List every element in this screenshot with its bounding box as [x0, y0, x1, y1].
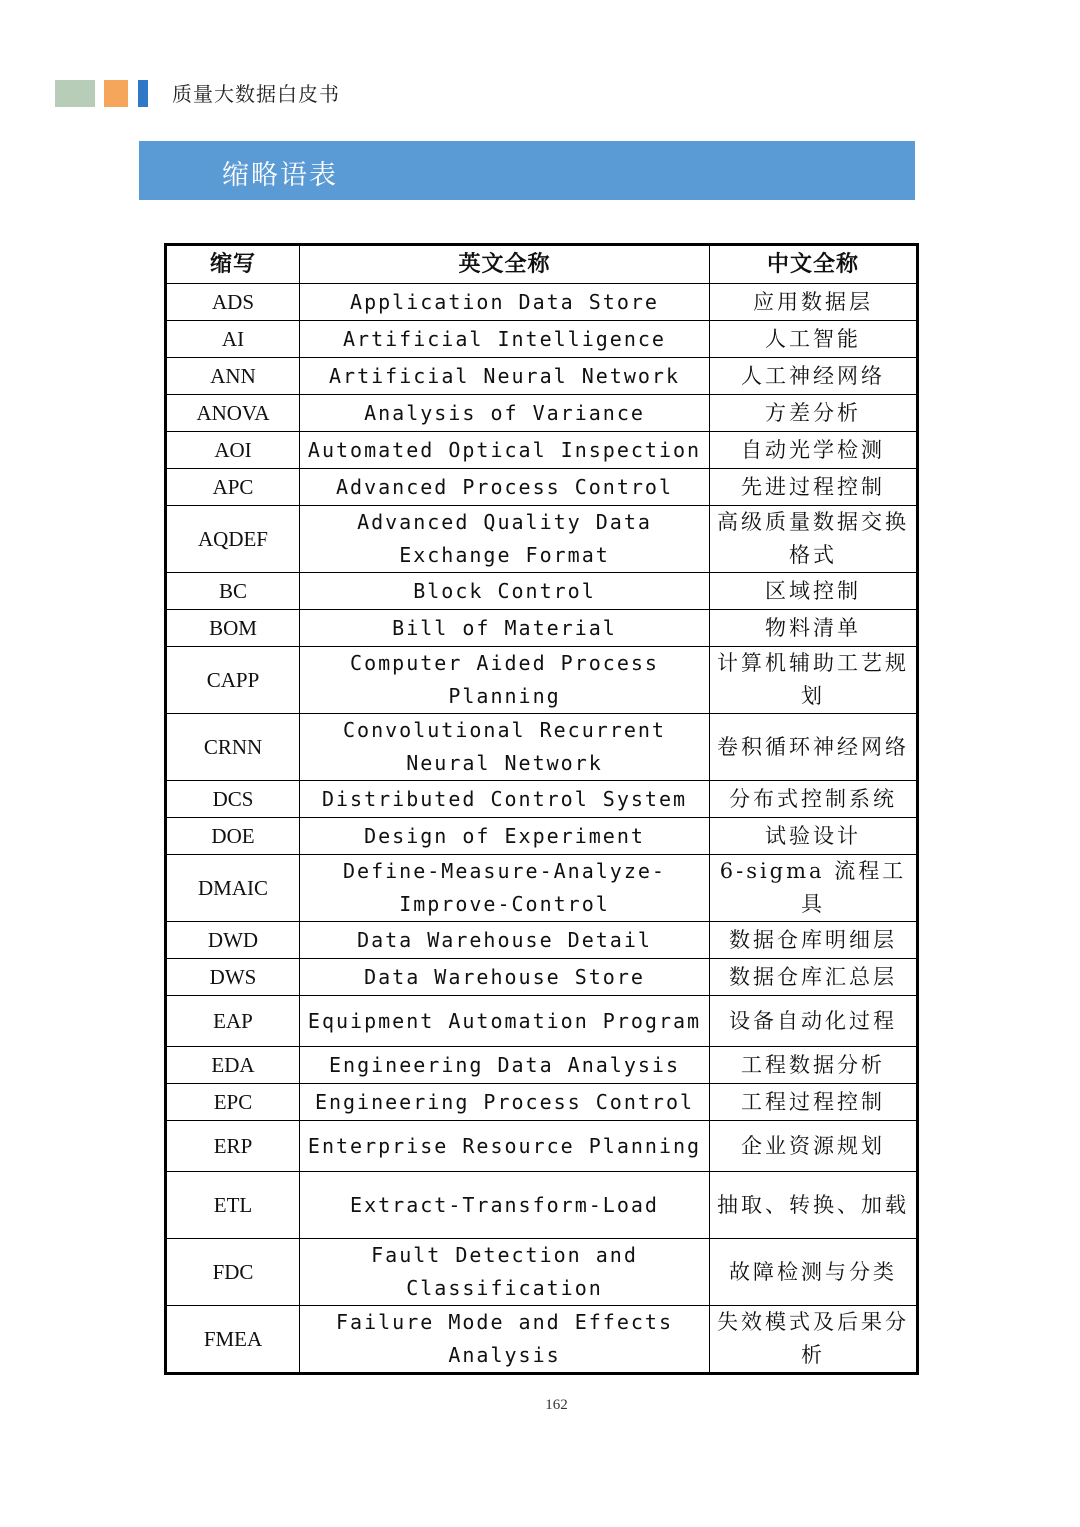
column-header-chinese: 中文全称: [710, 245, 918, 284]
english-name-cell: Data Warehouse Store: [300, 959, 710, 996]
table-row: [166, 855, 918, 922]
abbreviation-cell: ETL: [166, 1172, 300, 1239]
table-row: [166, 781, 918, 818]
english-name-cell: Convolutional Recurrent Neural Network: [300, 714, 710, 781]
english-name-cell: Engineering Data Analysis: [300, 1047, 710, 1084]
chinese-name-cell: 人工神经网络: [710, 358, 918, 395]
table-row: [166, 573, 918, 610]
english-name-cell: Engineering Process Control: [300, 1084, 710, 1121]
table-row: [166, 358, 918, 395]
english-name-cell: Extract-Transform-Load: [300, 1172, 710, 1239]
table-row: [166, 818, 918, 855]
english-name-cell: Advanced Process Control: [300, 469, 710, 506]
table-row: [166, 1172, 918, 1239]
english-name-cell: Analysis of Variance: [300, 395, 710, 432]
chinese-name-cell: 方差分析: [710, 395, 918, 432]
chinese-name-cell: 人工智能: [710, 321, 918, 358]
abbreviation-cell: DWS: [166, 959, 300, 996]
table-row: [166, 647, 918, 714]
english-name-cell: Advanced Quality Data Exchange Format: [300, 506, 710, 573]
header-green-block: [55, 80, 95, 107]
abbreviation-cell: DWD: [166, 922, 300, 959]
abbreviation-cell: ANN: [166, 358, 300, 395]
abbreviation-cell: DOE: [166, 818, 300, 855]
column-header-english: 英文全称: [300, 245, 710, 284]
abbreviation-cell: AOI: [166, 432, 300, 469]
chinese-name-cell: 应用数据层: [710, 284, 918, 321]
chinese-name-cell: 高级质量数据交换格式: [710, 506, 918, 573]
english-name-cell: Data Warehouse Detail: [300, 922, 710, 959]
english-name-cell: Enterprise Resource Planning: [300, 1121, 710, 1172]
section-banner: [139, 141, 915, 200]
english-name-cell: Application Data Store: [300, 284, 710, 321]
abbreviation-cell: ERP: [166, 1121, 300, 1172]
english-name-cell: Define-Measure-Analyze-Improve-Control: [300, 855, 710, 922]
english-name-cell: Block Control: [300, 573, 710, 610]
chinese-name-cell: 抽取、转换、加载: [710, 1172, 918, 1239]
english-name-cell: Failure Mode and Effects Analysis: [300, 1306, 710, 1374]
chinese-name-cell: 失效模式及后果分析: [710, 1306, 918, 1374]
english-name-cell: Computer Aided Process Planning: [300, 647, 710, 714]
chinese-name-cell: 自动光学检测: [710, 432, 918, 469]
chinese-name-cell: 故障检测与分类: [710, 1239, 918, 1306]
chinese-name-cell: 先进过程控制: [710, 469, 918, 506]
abbreviation-cell: BOM: [166, 610, 300, 647]
chinese-name-cell: 分布式控制系统: [710, 781, 918, 818]
abbreviation-cell: ADS: [166, 284, 300, 321]
chinese-name-cell: 数据仓库明细层: [710, 922, 918, 959]
header-orange-block: [104, 80, 128, 107]
abbreviation-cell: FDC: [166, 1239, 300, 1306]
table-row: [166, 922, 918, 959]
section-title: 缩略语表: [222, 160, 338, 191]
chinese-name-cell: 工程数据分析: [710, 1047, 918, 1084]
page-number: 162: [545, 1397, 568, 1413]
header-blue-block: [138, 80, 148, 107]
table-row: [166, 1121, 918, 1172]
chinese-name-cell: 设备自动化过程: [710, 996, 918, 1047]
chinese-name-cell: 试验设计: [710, 818, 918, 855]
abbreviation-cell: CRNN: [166, 714, 300, 781]
abbreviation-cell: AQDEF: [166, 506, 300, 573]
table-header-row: [166, 245, 918, 284]
chinese-name-cell: 企业资源规划: [710, 1121, 918, 1172]
chinese-name-cell: 数据仓库汇总层: [710, 959, 918, 996]
table-row: [166, 432, 918, 469]
chinese-name-cell: 工程过程控制: [710, 1084, 918, 1121]
abbreviation-cell: APC: [166, 469, 300, 506]
table-row: [166, 1306, 918, 1374]
abbreviation-cell: EPC: [166, 1084, 300, 1121]
english-name-cell: Automated Optical Inspection: [300, 432, 710, 469]
abbreviation-cell: FMEA: [166, 1306, 300, 1374]
english-name-cell: Design of Experiment: [300, 818, 710, 855]
english-name-cell: Distributed Control System: [300, 781, 710, 818]
table-row: [166, 506, 918, 573]
english-name-cell: Fault Detection and Classification: [300, 1239, 710, 1306]
english-name-cell: Bill of Material: [300, 610, 710, 647]
english-name-cell: Artificial Intelligence: [300, 321, 710, 358]
table-row: [166, 959, 918, 996]
table-row: [166, 1047, 918, 1084]
table-row: [166, 1084, 918, 1121]
table-row: [166, 395, 918, 432]
document-title: 质量大数据白皮书: [172, 82, 340, 106]
table-row: [166, 714, 918, 781]
english-name-cell: Equipment Automation Program: [300, 996, 710, 1047]
abbreviation-cell: ANOVA: [166, 395, 300, 432]
chinese-name-cell: 物料清单: [710, 610, 918, 647]
chinese-name-cell: 6-sigma 流程工具: [710, 855, 918, 922]
abbreviation-cell: AI: [166, 321, 300, 358]
english-name-cell: Artificial Neural Network: [300, 358, 710, 395]
chinese-name-cell: 区域控制: [710, 573, 918, 610]
table-body: [166, 284, 918, 1374]
table-row: [166, 1239, 918, 1306]
table-row: [166, 469, 918, 506]
abbreviation-cell: EAP: [166, 996, 300, 1047]
table-row: [166, 610, 918, 647]
abbreviation-table: [164, 243, 919, 1375]
chinese-name-cell: 卷积循环神经网络: [710, 714, 918, 781]
abbreviation-cell: DCS: [166, 781, 300, 818]
column-header-abbreviation: 缩写: [166, 245, 300, 284]
abbreviation-cell: BC: [166, 573, 300, 610]
abbreviation-cell: CAPP: [166, 647, 300, 714]
table-row: [166, 996, 918, 1047]
table-row: [166, 321, 918, 358]
chinese-name-cell: 计算机辅助工艺规划: [710, 647, 918, 714]
abbreviation-cell: EDA: [166, 1047, 300, 1084]
abbreviation-cell: DMAIC: [166, 855, 300, 922]
table-row: [166, 284, 918, 321]
